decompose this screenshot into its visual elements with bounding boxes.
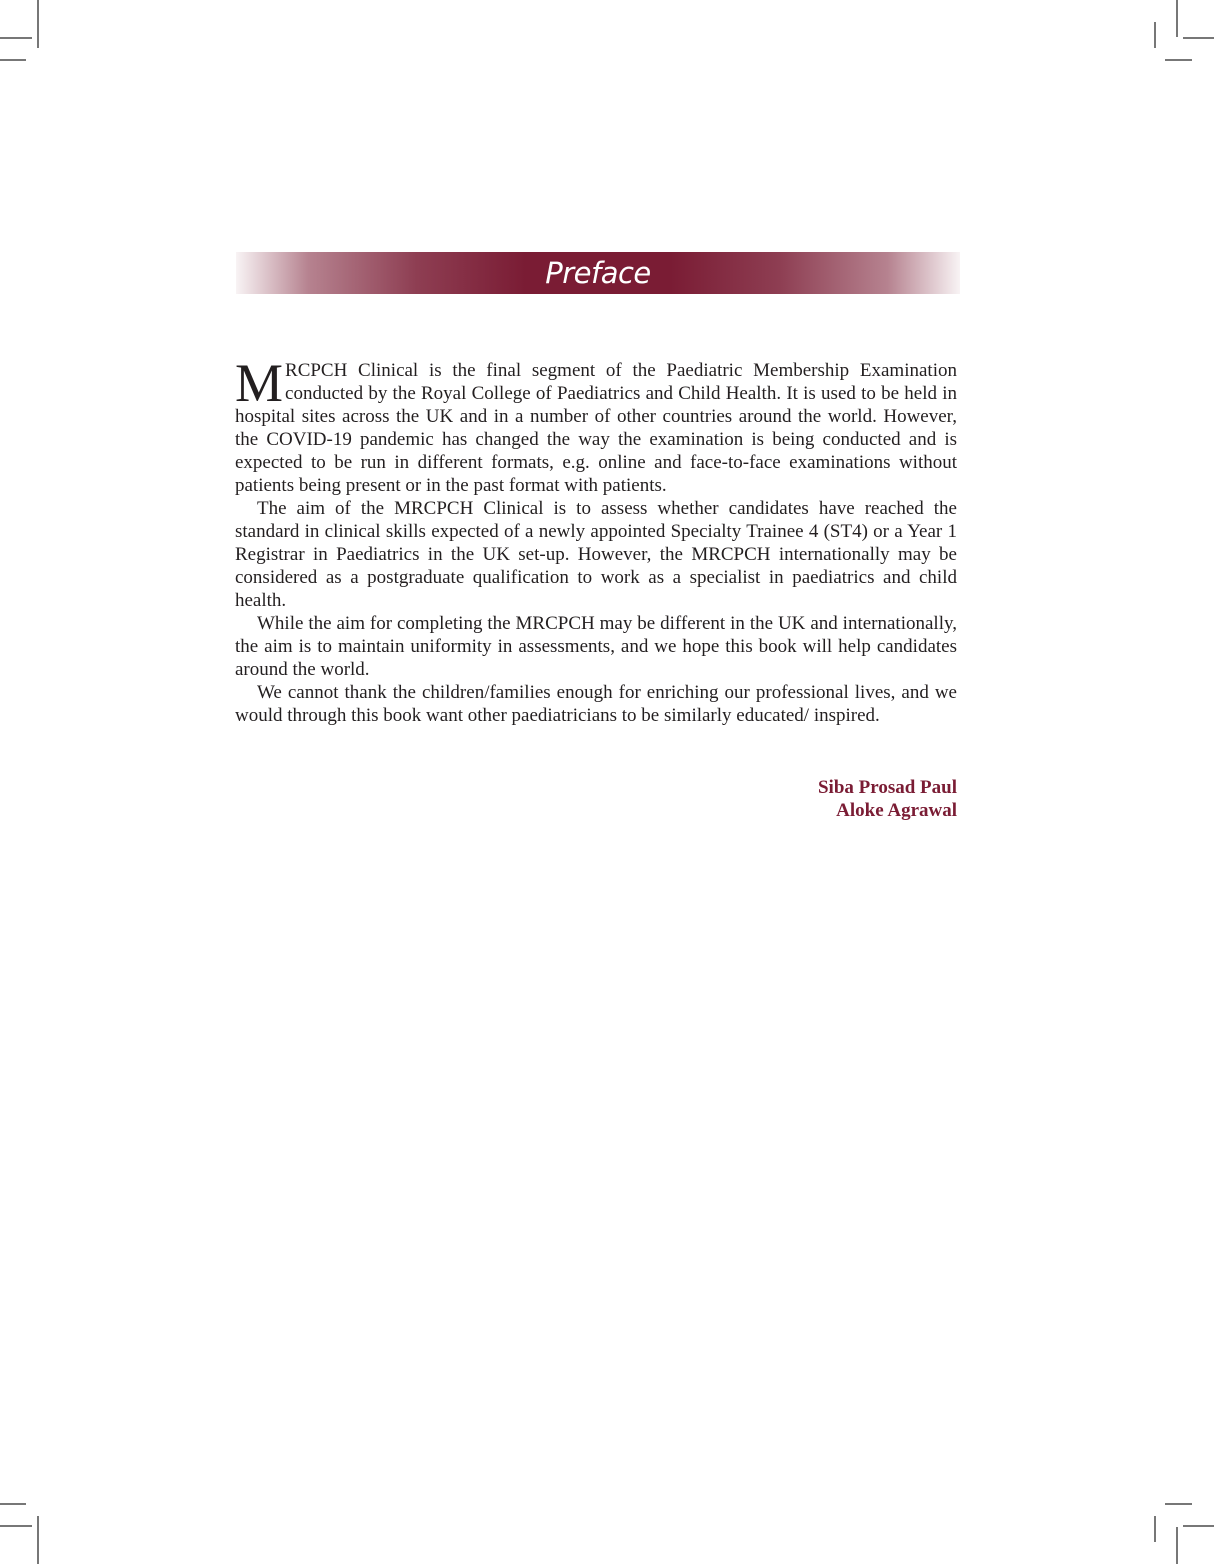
crop-mark <box>1165 59 1192 61</box>
crop-mark <box>1176 0 1178 37</box>
crop-mark <box>0 1525 32 1527</box>
page-title: Preface <box>545 256 651 290</box>
paragraph-text: RCPCH Clinical is the final segment of the Paediatric Membership Examination conducted by the Royal College of Paediatrics and Child Health. It is used to be held in hospital sites across the UK and in a number of other countries around the world. However, the COVID-19 pandemic has changed the way the examination is being conducted and is expected to be run in different formats, e.g. online and face-to-face examinations without patients being present or in the past format with patients. <box>235 360 957 496</box>
crop-mark <box>0 1503 26 1505</box>
crop-mark <box>1176 1527 1178 1564</box>
author-name: Siba Prosad Paul <box>817 777 957 798</box>
paragraph: We cannot thank the children/families enough for enriching our professional lives, and we would through this book want other paediatricians to be similarly educated/ inspired. <box>235 682 957 726</box>
paragraph: While the aim for completing the MRCPCH may be different in the UK and internationally, the aim is to maintain uniformity in assessments, and we hope this book will help candidates around the world. <box>235 613 957 680</box>
signature <box>818 776 957 822</box>
crop-mark <box>37 0 39 48</box>
crop-mark <box>1154 22 1156 48</box>
crop-mark <box>1183 37 1214 39</box>
title-banner <box>236 252 960 294</box>
crop-mark <box>1183 1525 1214 1527</box>
crop-mark <box>1154 1516 1156 1542</box>
drop-cap: M <box>235 353 284 413</box>
crop-mark <box>0 37 32 39</box>
paragraph <box>235 353 957 497</box>
preface-body <box>235 353 957 727</box>
paragraph: The aim of the MRCPCH Clinical is to assess whether candidates have reached the standard in clinical skills expected of a newly appointed Specialty Trainee 4 (ST4) or a Year 1 Registrar in Paediatrics in the UK set-up. However, the MRCPCH internationally may be considered as a postgraduate qualification to work as a specialist in paediatrics and child health. <box>235 498 957 611</box>
author-name: Aloke Agrawal <box>836 800 957 821</box>
crop-mark <box>37 1516 39 1564</box>
crop-mark <box>1165 1503 1192 1505</box>
crop-mark <box>0 59 26 61</box>
